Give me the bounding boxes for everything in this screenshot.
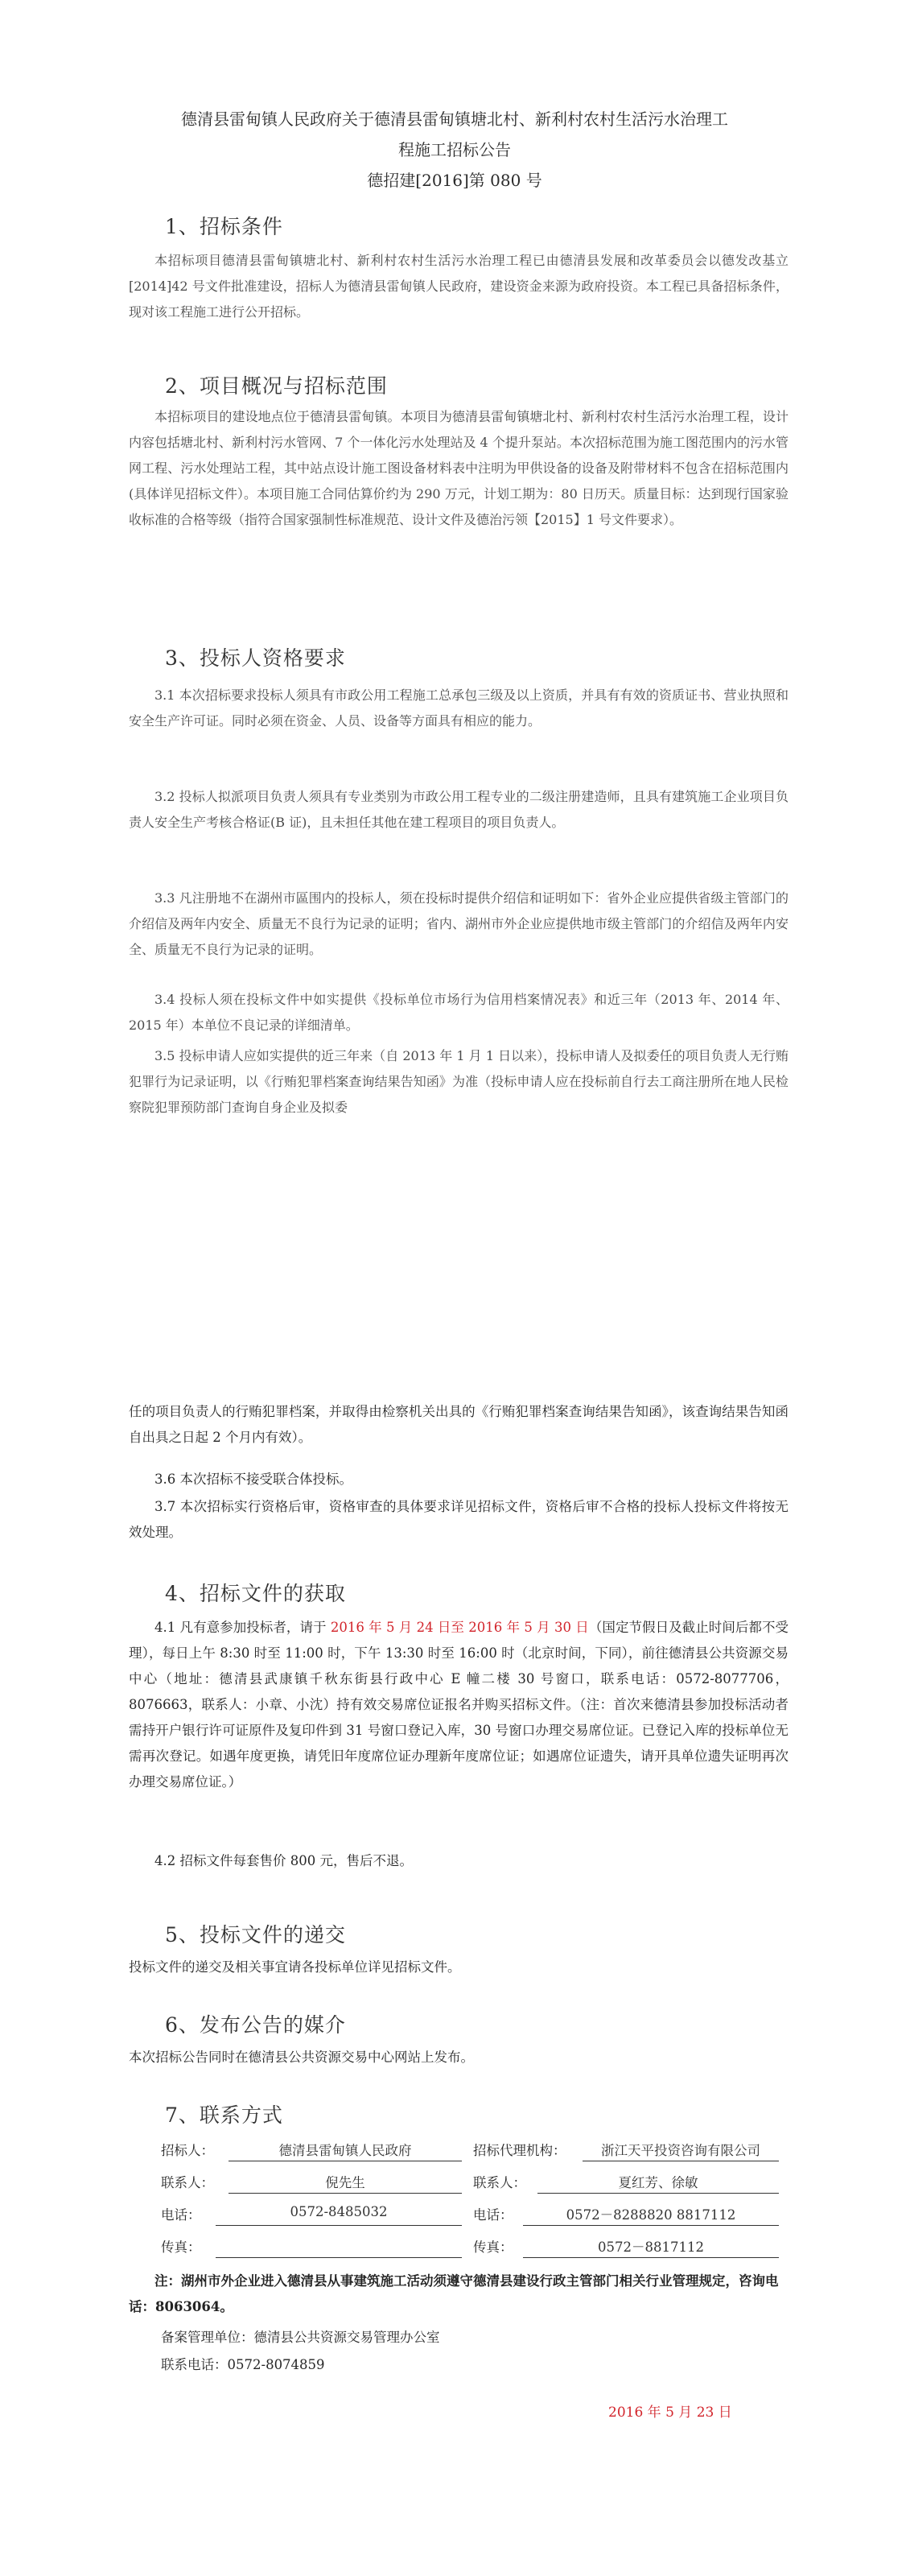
agent-contact-label: 联系人： [473, 2175, 526, 2190]
section-1-text: 本招标项目德清县雷甸镇塘北村、新利村农村生活污水治理工程已由德清县发展和改革委员会以德发改基立[2014]42 号文件批准建设，招标人为德清县雷甸镇人民政府，建设资金来源为政府投资。本工程已具备招标条件，现对该工程施工进行公开招标。 [129, 253, 789, 320]
contact-row-person [0, 2170, 910, 2196]
section-4-item-2: 4.2 招标文件每套售价 800 元，售后不退。 [154, 1853, 413, 1868]
fax-value [216, 2236, 462, 2258]
agent-contact-value: 夏红芳、徐敏 [537, 2172, 779, 2194]
note-text: 注：湖州市外企业进入德清县从事建筑施工活动须遵守德清县建设行政主管部门相关行业管理规定，咨询电话： [129, 2273, 779, 2314]
phone-value: 0572-8485032 [216, 2204, 462, 2226]
section-2-heading: 2、项目概况与招标范围 [165, 374, 388, 398]
section-6-text: 本次招标公告同时在德清县公共资源交易中心网站上发布。 [129, 2050, 474, 2065]
section-5-text: 投标文件的递交及相关事宜请各投标单位详见招标文件。 [129, 1959, 461, 1975]
agent-fax-value: 0572－8817112 [523, 2236, 779, 2258]
agent-fax-label: 传真： [473, 2240, 513, 2255]
agent-value: 浙江天平投资咨询有限公司 [583, 2140, 779, 2161]
section-3-item-5: 3.5 投标申请人应如实提供的近三年来（自 2013 年 1 月 1 日以来），投标申请人及拟委任的项目负责人无行贿犯罪行为记录证明，以《行贿犯罪档案查询结果告知函》为准（投标申请人应在投标前自行去工商注册所在地人民检察院犯罪预防部门查询自身企业及拟委 [129, 1048, 789, 1115]
agent-label: 招标代理机构： [473, 2143, 566, 2158]
section-3-heading: 3、投标人资格要求 [165, 646, 346, 670]
section-3-item-3: 3.3 凡注册地不在湖州市區围内的投标人，须在投标时提供介绍信和证明如下：省外企业应提供省级主管部门的介绍信及两年内安全、质量无不良行为记录的证明；省内、湖州市外企业应提供地市级主管部门的介绍信及两年内安全、质量无不良行为记录的证明。 [129, 890, 789, 957]
section-3-item-5-continued: 任的项目负责人的行贿犯罪档案，并取得由检察机关出具的《行贿犯罪档案查询结果告知函》，该查询结果告知函自出具之日起 2 个月内有效）。 [129, 1404, 789, 1445]
agent-phone-value: 0572－8288820 8817112 [523, 2204, 779, 2226]
section-4-item-1-body: （国定节假日及截止时间后都不受理），每日上午 8:30 时至 11:00 时，下午 13:30 时至 16:00 时（北京时间，下同），前往德清县公共资源交易中心（地址：德清县武康镇千秋东街县行政中心 E 幢二楼 30 号窗口，联系电话：0572-8077706，8076663，联系人：小章、小沈）持有效交易席位证报名并购买招标文件。（注：首次来德清县参加投标活动者需持开户银行许可证原件及复印件到 31 号窗口登记入库，30 号窗口办理交易席位证。已登记入库的投标单位无需再次登记。如遇年度更换，请凭旧年度席位证办理新年度席位证；如遇席位证遗失，请开具单位遗失证明再次办理交易席位证。） [129, 1620, 789, 1790]
section-3-item-4: 3.4 投标人须在投标文件中如实提供《投标单位市场行为信用档案情况表》和近三年（2013 年、2014 年、2015 年）本单位不良记录的详细清单。 [129, 992, 789, 1033]
tenderer-value: 德清县雷甸镇人民政府 [229, 2140, 462, 2161]
tenderer-label: 招标人： [161, 2143, 214, 2158]
section-4-item-1 [129, 1615, 789, 1795]
notice-title-line1: 德清县雷甸镇人民政府关于德清县雷甸镇塘北村、新利村农村生活污水治理工 [181, 109, 728, 129]
section-3-item-1: 3.1 本次招标要求投标人须具有市政公用工程施工总承包三级及以上资质，并具有有效的资质证书、营业执照和安全生产许可证。同时必须在资金、人员、设备等方面具有相应的能力。 [129, 687, 789, 729]
agent-phone-label: 电话： [473, 2207, 513, 2223]
contact-person-value: 倪先生 [229, 2172, 462, 2194]
contact-row-phone [0, 2202, 910, 2228]
notice-title-line2: 程施工招标公告 [398, 140, 511, 159]
section-4-heading: 4、招标文件的获取 [165, 1582, 346, 1605]
section-7-heading: 7、联系方式 [165, 2103, 283, 2127]
section-6-heading: 6、发布公告的媒介 [165, 2013, 346, 2037]
section-5-heading: 5、投标文件的递交 [165, 1923, 346, 1946]
record-unit: 备案管理单位：德清县公共资源交易管理办公室 [161, 2330, 440, 2345]
notice-date: 2016 年 5 月 23 日 [608, 2405, 732, 2421]
document-number: 德招建[2016]第 080 号 [367, 171, 542, 190]
record-phone: 联系电话：0572-8074859 [161, 2357, 325, 2372]
section-3-item-7: 3.7 本次招标实行资格后审，资格审查的具体要求详见招标文件，资格后审不合格的投标人投标文件将按无效处理。 [129, 1499, 789, 1540]
fax-label: 传真： [161, 2240, 201, 2255]
section-1-heading: 1、招标条件 [165, 215, 283, 238]
contact-person-label: 联系人： [161, 2175, 214, 2190]
contact-row-fax [0, 2235, 910, 2260]
note-end: 。 [220, 2299, 233, 2314]
phone-label: 电话： [161, 2207, 201, 2223]
section-3-item-6: 3.6 本次招标不接受联合体投标。 [154, 1472, 352, 1487]
section-3-item-2: 3.2 投标人拟派项目负责人须具有专业类别为市政公用工程专业的二级注册建造师，且具有建筑施工企业项目负责人安全生产考核合格证(B 证)，且未担任其他在建工程项目的项目负责人。 [129, 789, 789, 830]
note-phone: 8063064 [155, 2299, 220, 2314]
registration-period: 2016 年 5 月 24 日至 2016 年 5 月 30 日 [330, 1620, 589, 1635]
section-2-text: 本招标项目的建设地点位于德清县雷甸镇。本项目为德清县雷甸镇塘北村、新利村农村生活污水治理工程，设计内容包括塘北村、新利村污水管网、7 个一体化污水处理站及 4 个提升泵站。本次招标范围为施工图范围内的污水管网工程、污水处理站工程，其中站点设计施工图设备材料表中注明为甲供设备的设备及附带材料不包含在招标范围内(具体详见招标文件）。本项目施工合同估算价约为 290 万元，计划工期为：80 日历天。质量目标：达到现行国家验收标准的合格等级（指符合国家强制性标准规范、设计文件及德治污领【2015】1 号文件要求）。 [129, 409, 789, 527]
contact-row-tenderer [0, 2138, 910, 2164]
section-4-item-1-lead: 4.1 凡有意参加投标者，请于 [154, 1620, 331, 1635]
out-of-city-note [129, 2268, 789, 2320]
